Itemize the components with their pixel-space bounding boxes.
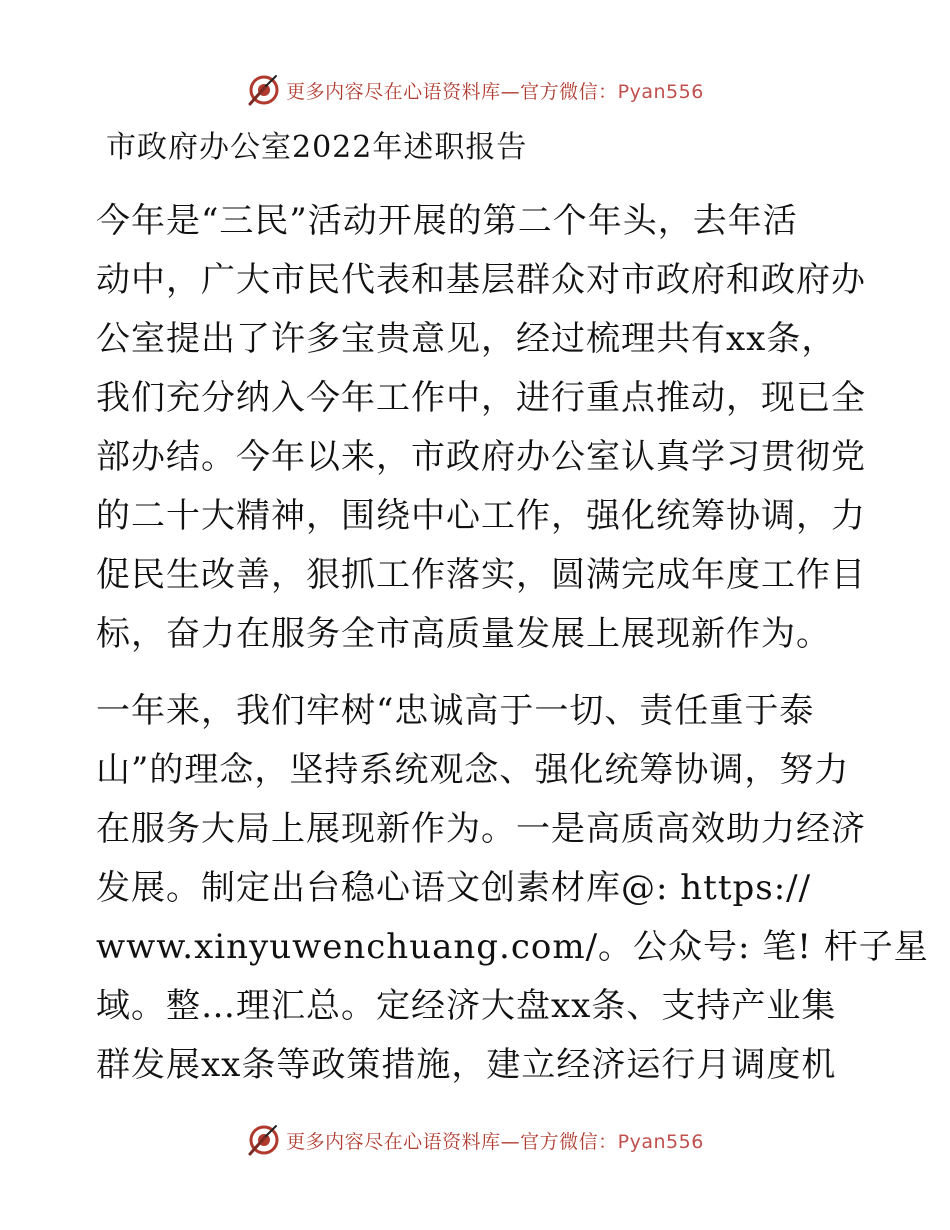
text-line: 山”的理念，坚持系统观念、强化统筹协调，努力 (96, 750, 850, 790)
footer-banner-label: 更多内容尽在心语资料库—官方微信： (286, 1130, 618, 1153)
text-line: 部办结。今年以来，市政府办公室认真学习贯彻党 (96, 437, 866, 477)
text-line: 发展。制定出台稳心语文创素材库@: https:// (96, 868, 812, 908)
text-line: www.xinyuwenchuang.com/。公众号: 笔! 杆子星 (96, 927, 929, 967)
header-banner-label: 更多内容尽在心语资料库—官方微信： (286, 80, 618, 103)
text-line: 群发展xx条等政策措施，建立经济运行月调度机 (96, 1045, 837, 1085)
header-banner (0, 70, 950, 110)
footer-wechat-id: Pyan556 (617, 1130, 704, 1153)
document-body (96, 192, 929, 1113)
paragraph-1 (96, 192, 866, 664)
text-line: 公室提出了许多宝贵意见，经过梳理共有xx条， (96, 319, 837, 359)
brush-logo-icon (246, 1122, 282, 1158)
footer-banner-text (286, 1127, 704, 1154)
text-line: 动中，广大市民代表和基层群众对市政府和政府办 (96, 260, 866, 300)
text-line: 一年来，我们牢树“忠诚高于一切、责任重于泰 (96, 691, 815, 731)
text-line: 在服务大局上展现新作为。一是高质高效助力经济 (96, 809, 866, 849)
text-line: 域。整…理汇总。定经济大盘xx条、支持产业集 (96, 986, 837, 1026)
text-line: 我们充分纳入今年工作中，进行重点推动，现已全 (96, 378, 866, 418)
text-line: 今年是“三民”活动开展的第二个年头，去年活 (96, 201, 798, 241)
document-title: 市政府办公室2022年述职报告 (106, 130, 528, 165)
text-line: 促民生改善，狠抓工作落实，圆满完成年度工作目 (96, 555, 866, 595)
brush-logo-icon (246, 72, 282, 108)
header-banner-text (286, 77, 704, 104)
paragraph-2 (96, 682, 929, 1095)
header-wechat-id: Pyan556 (617, 80, 704, 103)
footer-banner (0, 1120, 950, 1160)
text-line: 的二十大精神，围绕中心工作，强化统筹协调，力 (96, 496, 866, 536)
text-line: 标，奋力在服务全市高质量发展上展现新作为。 (96, 614, 831, 654)
